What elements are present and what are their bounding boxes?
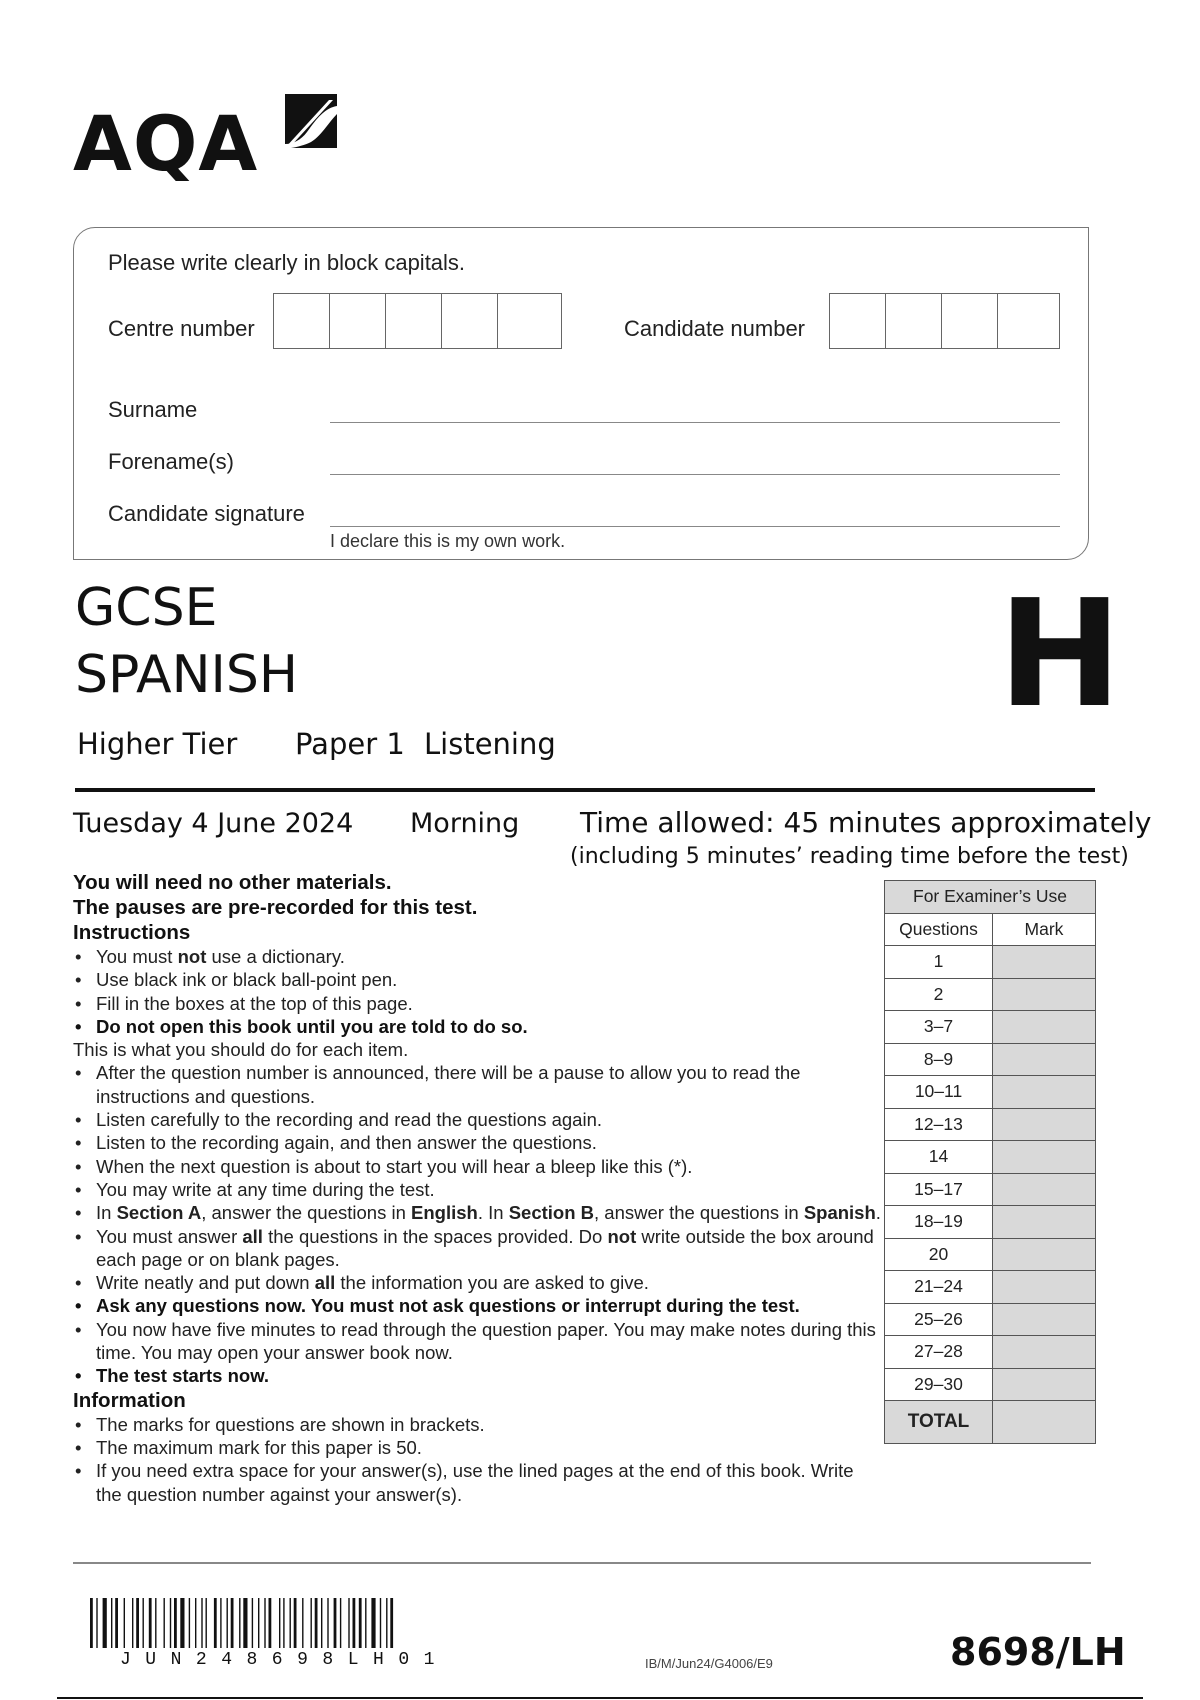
procedure-list [73,1061,883,1387]
mark-cell [993,946,1096,979]
subject-title: SPANISH [75,645,298,705]
candidate-digit-box[interactable] [886,294,942,348]
divider [75,788,1095,792]
centre-digit-box[interactable] [274,294,330,348]
question-cell: 1 [885,946,993,979]
mark-cell [993,1368,1096,1401]
signature-label: Candidate signature [108,501,305,526]
candidate-number-label: Candidate number [624,316,806,341]
forenames-line[interactable] [330,474,1060,475]
tier-label: Higher Tier [77,727,238,761]
mark-cell [993,978,1096,1011]
table-row [885,946,1096,979]
list-item: • Listen to the recording again, and then answer the questions. [73,1131,883,1154]
list-item: • If you need extra space for your answer(s), use the lined pages at the end of this book. Write the question number against your answer(s). [73,1459,883,1506]
surname-line[interactable] [330,422,1060,423]
mark-column-header: Mark [993,913,1096,946]
mark-cell [993,1173,1096,1206]
list-item: • You must answer all the questions in the spaces provided. Do not write outside the box around each page or on blank pages. [73,1225,883,1272]
table-row [885,1141,1096,1174]
block-capitals-instruction: Please write clearly in block capitals. [108,250,466,275]
table-row [885,1206,1096,1239]
table-row [885,1108,1096,1141]
question-cell: 25–26 [885,1303,993,1336]
list-item: • Fill in the boxes at the top of this page. [73,992,883,1015]
candidate-digit-box[interactable] [998,294,1054,348]
instructions-heading: Instructions [73,921,191,944]
reading-time-note: (including 5 minutes’ reading time before the test) [570,844,1129,869]
surname-label: Surname [108,397,198,422]
question-cell: 8–9 [885,1043,993,1076]
candidate-digit-box[interactable] [830,294,886,348]
mark-cell [993,1141,1096,1174]
mark-cell [993,1238,1096,1271]
table-row [885,1043,1096,1076]
list-item: • Do not open this book until you are told to do so. [73,1015,883,1038]
list-item: • The test starts now. [73,1364,883,1387]
mark-cell [993,1336,1096,1369]
list-item: • Listen carefully to the recording and read the questions again. [73,1108,883,1131]
table-row [885,1238,1096,1271]
examiner-use-table [884,880,1096,1444]
table-row [885,1303,1096,1336]
list-item: • The maximum mark for this paper is 50. [73,1436,883,1459]
question-cell: 21–24 [885,1271,993,1304]
list-item: • You now have five minutes to read through the question paper. You may make notes during this time. You may open your answer book now. [73,1318,883,1365]
mark-cell [993,1076,1096,1109]
question-cell: 2 [885,978,993,1011]
footer-divider [73,1562,1091,1564]
list-item: • Write neatly and put down all the information you are asked to give. [73,1271,883,1294]
question-cell: 20 [885,1238,993,1271]
bottom-rule [57,1697,1143,1699]
exam-date: Tuesday 4 June 2024 [73,808,354,839]
centre-digit-box[interactable] [442,294,498,348]
list-item: • In Section A, answer the questions in English. In Section B, answer the questions in Spanish. [73,1201,883,1224]
question-cell: 18–19 [885,1206,993,1239]
aqa-logo [73,88,353,188]
list-item: • Use black ink or black ball-point pen. [73,968,883,991]
barcode [90,1598,502,1650]
centre-number-label: Centre number [108,316,255,341]
mark-cell [993,1011,1096,1044]
list-item: • You must not use a dictionary. [73,945,883,968]
table-row [885,1271,1096,1304]
centre-digit-box[interactable] [330,294,386,348]
mark-cell [993,1303,1096,1336]
candidate-number-boxes[interactable] [829,293,1060,349]
question-cell: 14 [885,1141,993,1174]
examiner-table-body [885,946,1096,1401]
tier-letter: H [998,568,1122,740]
table-row [885,1368,1096,1401]
mark-cell [993,1206,1096,1239]
document-reference: IB/M/Jun24/G4006/E9 [645,1656,773,1671]
information-list [73,1413,883,1506]
mark-cell [993,1271,1096,1304]
table-row [885,1173,1096,1206]
total-label: TOTAL [885,1401,993,1444]
aqa-leaf-mark-icon [277,92,339,152]
pauses-note: The pauses are pre-recorded for this test. [73,896,478,919]
table-row [885,978,1096,1011]
list-item: • You may write at any time during the test. [73,1178,883,1201]
candidate-digit-box[interactable] [942,294,998,348]
table-row [885,1336,1096,1369]
question-cell: 3–7 [885,1011,993,1044]
question-cell: 29–30 [885,1368,993,1401]
list-item: • When the next question is about to start you will hear a bleep like this (*). [73,1155,883,1178]
centre-number-boxes[interactable] [273,293,562,349]
information-heading: Information [73,1388,186,1412]
each-item-note: This is what you should do for each item. [73,1039,409,1061]
mark-cell [993,1043,1096,1076]
materials-note: You will need no other materials. [73,871,392,894]
centre-digit-box[interactable] [386,294,442,348]
questions-column-header: Questions [885,913,993,946]
paper-code: 8698/LH [950,1630,1126,1674]
qualification-title: GCSE [75,578,218,638]
mark-cell [993,1108,1096,1141]
question-cell: 15–17 [885,1173,993,1206]
list-item: • After the question number is announced, there will be a pause to allow you to read the instructions and questions. [73,1061,883,1108]
question-cell: 27–28 [885,1336,993,1369]
centre-digit-box[interactable] [498,294,554,348]
instructions-list [73,945,883,1038]
barcode-text: JUN248698LH01 [120,1650,449,1670]
examiner-table-heading: For Examiner’s Use [885,881,1096,914]
table-row [885,1011,1096,1044]
time-allowed: Time allowed: 45 minutes approximately [580,806,1152,839]
signature-line[interactable] [330,526,1060,527]
forenames-label: Forename(s) [108,449,234,474]
declaration-text: I declare this is my own work. [330,531,566,551]
list-item: • Ask any questions now. You must not ask questions or interrupt during the test. [73,1294,883,1317]
component-label: Listening [424,727,556,761]
question-cell: 12–13 [885,1108,993,1141]
question-cell: 10–11 [885,1076,993,1109]
exam-session: Morning [410,808,520,839]
instructions-section [73,870,883,1506]
list-item: • The marks for questions are shown in brackets. [73,1413,883,1436]
logo-text: AQA [73,99,259,188]
paper-label: Paper 1 [295,727,405,761]
total-mark-cell [993,1401,1096,1444]
table-row [885,1076,1096,1109]
